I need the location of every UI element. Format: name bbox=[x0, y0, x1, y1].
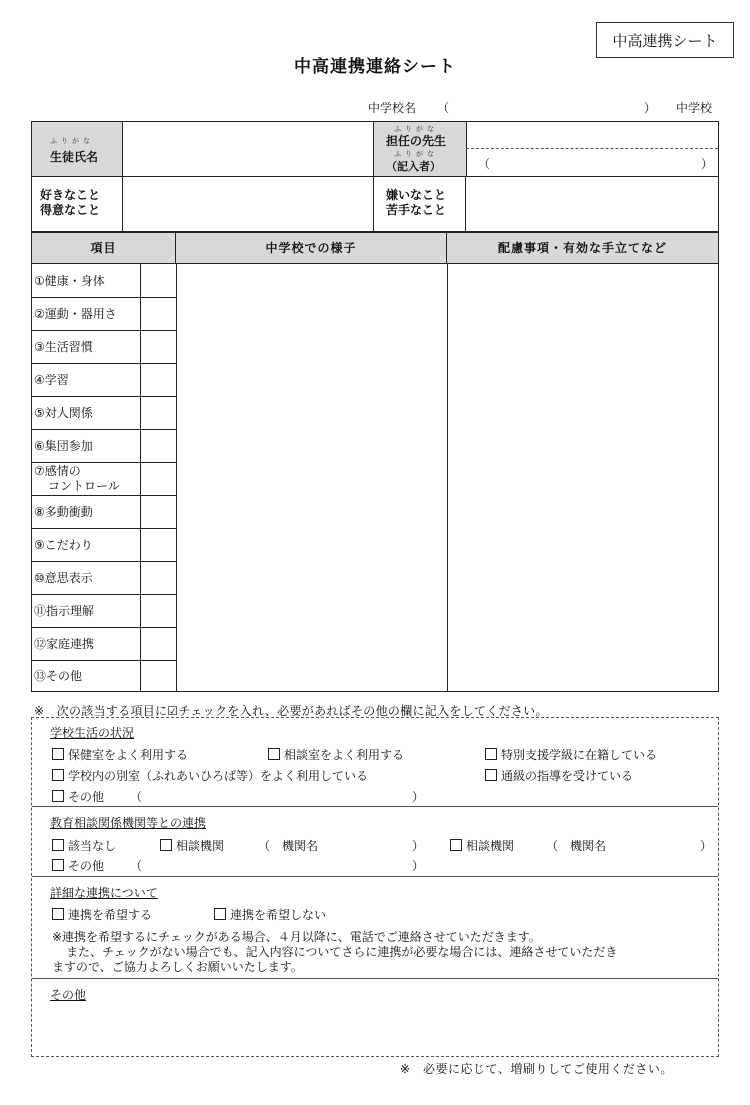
detail-note-1: ※連携を希望するにチェックがある場合、４月以降に、電話でご連絡させていただきます。 bbox=[52, 930, 541, 944]
school-paren-open: （ bbox=[437, 101, 450, 115]
item-row: ③生活習慣 bbox=[34, 340, 93, 354]
row-line bbox=[32, 363, 176, 364]
footer-note: ※ 必要に応じて、増刷りしてご使用ください。 bbox=[400, 1062, 673, 1076]
checkbox-separate-room[interactable]: 学校内の別室（ふれあいひろば等）をよく利用している bbox=[52, 767, 368, 784]
school-suffix: 中学校 bbox=[676, 101, 713, 115]
dislikes-label-2: 苦手なこと bbox=[386, 203, 447, 217]
middle-school-field[interactable] bbox=[177, 265, 446, 691]
item-row: ⑧多動衝動 bbox=[34, 505, 93, 519]
section-divider bbox=[32, 876, 718, 877]
row-line bbox=[32, 462, 176, 463]
writer-paren-open: （ bbox=[478, 157, 491, 171]
teacher-label: 担任の先生 bbox=[386, 134, 447, 148]
row-line bbox=[32, 330, 176, 331]
considerations-field[interactable] bbox=[448, 265, 718, 691]
other-field[interactable] bbox=[40, 1004, 710, 1052]
checkbox-agency-other[interactable]: その他 bbox=[52, 857, 104, 874]
row-line bbox=[32, 495, 176, 496]
life-section-title: 学校生活の状況 bbox=[50, 726, 135, 740]
checkbox-agency-2[interactable]: 相談機関 bbox=[450, 837, 514, 854]
agency-1-paren-close: ） bbox=[412, 839, 425, 853]
checkbox-no-link[interactable]: 連携を希望しない bbox=[214, 906, 326, 923]
checkbox-special-class[interactable]: 特別支援学級に在籍している bbox=[485, 746, 657, 763]
section-divider bbox=[32, 978, 718, 979]
dislikes-field[interactable] bbox=[466, 177, 718, 231]
item-row: ⑫家庭連携 bbox=[34, 637, 95, 651]
dislikes-label-1: 嫌いなこと bbox=[386, 188, 447, 202]
page-title: 中高連携連絡シート bbox=[294, 57, 456, 77]
row-line bbox=[32, 627, 176, 628]
name-label: 生徒氏名 bbox=[50, 150, 99, 164]
item-emotion-line1: ⑦感情の bbox=[34, 464, 81, 478]
checkbox-tsukyu[interactable]: 通級の指導を受けている bbox=[485, 767, 633, 784]
writer-paren-close: ） bbox=[701, 157, 714, 171]
item-row: ④学習 bbox=[34, 373, 69, 387]
teacher-divider bbox=[466, 148, 718, 149]
other-section-title: その他 bbox=[50, 988, 87, 1002]
detail-section-title: 詳細な連携について bbox=[50, 886, 158, 900]
agency-section-title: 教育相談関係機関等との連携 bbox=[50, 816, 207, 830]
teacher-label-cell bbox=[373, 122, 467, 176]
agency-name-2: （ 機関名 bbox=[546, 839, 607, 853]
item-row: ⑬その他 bbox=[34, 669, 83, 683]
checkbox-agency-1[interactable]: 相談機関 bbox=[160, 837, 224, 854]
checkbox-want-link[interactable]: 連携を希望する bbox=[52, 906, 152, 923]
teacher-field[interactable] bbox=[466, 122, 718, 176]
likes-label-1: 好きなこと bbox=[40, 188, 101, 202]
writer-ruby: ふりがな bbox=[394, 150, 438, 158]
likes-field[interactable] bbox=[123, 177, 372, 231]
detail-note-2: また、チェックがない場合でも、記入内容についてさらに連携が必要な場合には、連絡させていただき bbox=[66, 945, 618, 959]
row-line bbox=[32, 429, 176, 430]
dislikes-label-cell bbox=[373, 177, 466, 231]
header-considerations: 配慮事項・有効な手立てなど bbox=[447, 233, 718, 264]
name-label-cell bbox=[32, 122, 123, 176]
likes-label-2: 得意なこと bbox=[40, 203, 101, 217]
row-line bbox=[32, 297, 176, 298]
writer-label: （記入者） bbox=[386, 160, 441, 173]
agency-other-paren-close: ） bbox=[412, 859, 425, 873]
item-row: ②運動・器用さ bbox=[34, 307, 117, 321]
agency-2-paren-close: ） bbox=[700, 839, 713, 853]
sheet-tag: 中高連携シート bbox=[596, 22, 734, 58]
row-line bbox=[32, 660, 176, 661]
teacher-ruby: ふりがな bbox=[394, 125, 438, 133]
agency-name-1: （ 機関名 bbox=[258, 839, 319, 853]
item-row: ⑨こだわり bbox=[34, 538, 93, 552]
item-row-emotion bbox=[32, 462, 140, 495]
header-item: 項目 bbox=[32, 233, 176, 264]
section-divider bbox=[32, 806, 718, 807]
row-line bbox=[32, 396, 176, 397]
checkbox-none[interactable]: 該当なし bbox=[52, 837, 116, 854]
checkbox-counsel-room[interactable]: 相談室をよく利用する bbox=[268, 746, 404, 763]
item-row: ⑪指示理解 bbox=[34, 604, 95, 618]
row-line bbox=[32, 528, 176, 529]
detail-note-3: ますので、ご協力よろしくお願いいたします。 bbox=[52, 960, 303, 974]
school-label: 中学校名 bbox=[368, 101, 417, 115]
likes-label-cell bbox=[32, 177, 123, 231]
item-row: ⑩意思表示 bbox=[34, 571, 93, 585]
item-row: ⑥集団参加 bbox=[34, 439, 93, 453]
life-other-paren-open: （ bbox=[130, 790, 143, 804]
header-middle-school: 中学校での様子 bbox=[176, 233, 447, 264]
instruction-text: ※ 次の該当する項目に☑チェックを入れ、必要があればその他の欄に記入をしてください。 bbox=[34, 704, 548, 718]
item-row: ①健康・身体 bbox=[34, 274, 105, 288]
checkbox-life-other[interactable]: その他 bbox=[52, 788, 104, 805]
row-line bbox=[32, 594, 176, 595]
life-other-paren-close: ） bbox=[412, 790, 425, 804]
name-ruby: ふりがな bbox=[50, 137, 94, 145]
name-field[interactable] bbox=[123, 122, 372, 176]
item-row: ⑤対人関係 bbox=[34, 406, 93, 420]
school-paren-close: ） bbox=[644, 101, 657, 115]
row-line bbox=[32, 561, 176, 562]
item-emotion-line2: コントロール bbox=[48, 479, 120, 493]
agency-other-paren-open: （ bbox=[130, 859, 143, 873]
checkbox-health-room[interactable]: 保健室をよく利用する bbox=[52, 746, 188, 763]
